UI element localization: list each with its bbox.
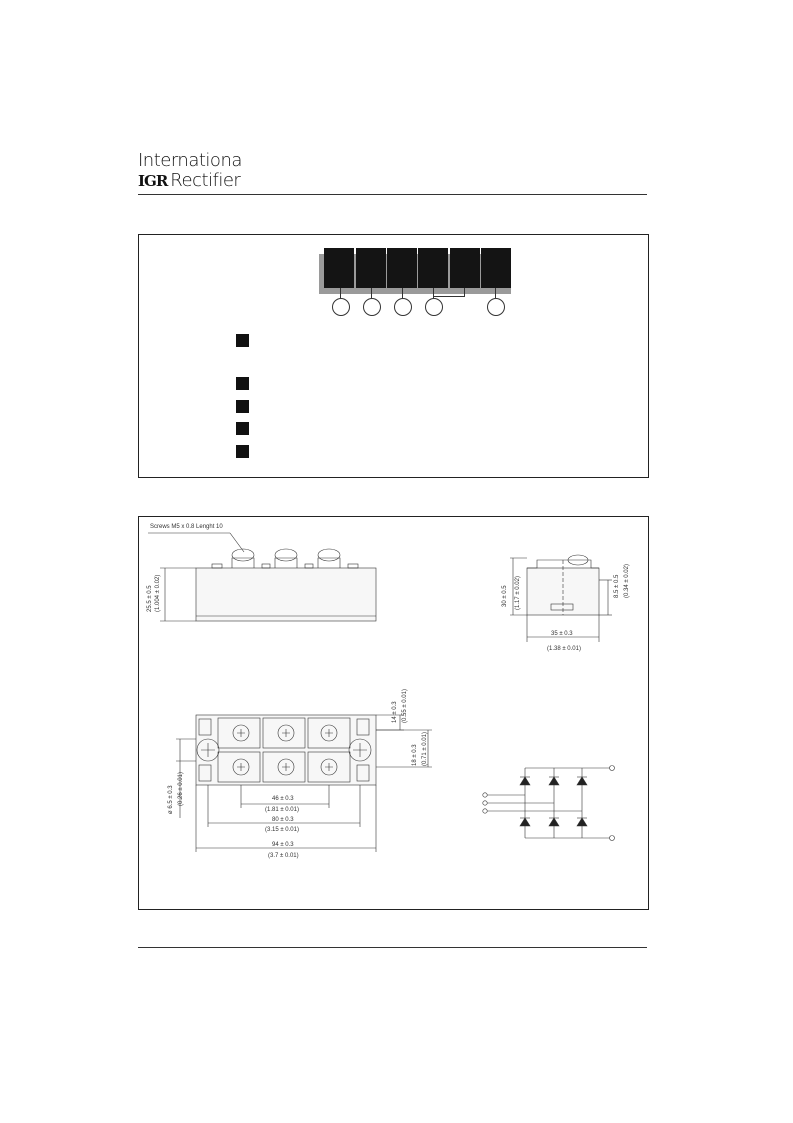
row-pitch-mm: 18 ± 0.3 (412, 744, 418, 766)
footer-rule (138, 947, 647, 948)
end-step-mm: 8.5 ± 0.5 (614, 574, 620, 598)
length-94-in: (3.7 ± 0.01) (268, 853, 299, 859)
side-height-in: (1.004 ± 0.02) (155, 574, 161, 612)
side-height-mm: 25.5 ± 0.5 (147, 585, 153, 612)
end-width-mm: 35 ± 0.3 (551, 631, 573, 637)
bridge-circuit-schematic (483, 766, 615, 841)
top-view (176, 715, 432, 852)
hole-dia-in: (0.26 ± 0.01) (178, 772, 184, 806)
length-94-mm: 94 ± 0.3 (272, 842, 294, 848)
top-offset-mm: 14 ± 0.3 (392, 701, 398, 723)
row-pitch-in: (0.71 ± 0.01) (422, 732, 428, 766)
pitch-46-mm: 46 ± 0.3 (272, 796, 294, 802)
screw-note: Screws M5 x 0.8 Lenght 10 (150, 524, 223, 530)
pitch-80-in: (3.15 ± 0.01) (265, 827, 299, 833)
pitch-80-mm: 80 ± 0.3 (272, 817, 294, 823)
end-view (510, 555, 612, 642)
end-height-mm: 30 ± 0.5 (502, 585, 508, 607)
end-step-in: (0.34 ± 0.02) (624, 564, 630, 598)
brand-name-line1: Internationa (138, 150, 242, 171)
hole-dia-mm: ø 6.5 ± 0.3 (168, 785, 174, 814)
top-offset-in: (0.55 ± 0.01) (402, 689, 408, 723)
brand-logo-mark: IGR (138, 171, 168, 190)
end-width-in: (1.38 ± 0.01) (547, 646, 581, 652)
brand-rectifier-text: Rectifier (170, 170, 241, 191)
pitch-46-in: (1.81 ± 0.01) (265, 807, 299, 813)
side-view (160, 549, 376, 621)
end-height-in: (1.17 ± 0.02) (515, 576, 521, 610)
